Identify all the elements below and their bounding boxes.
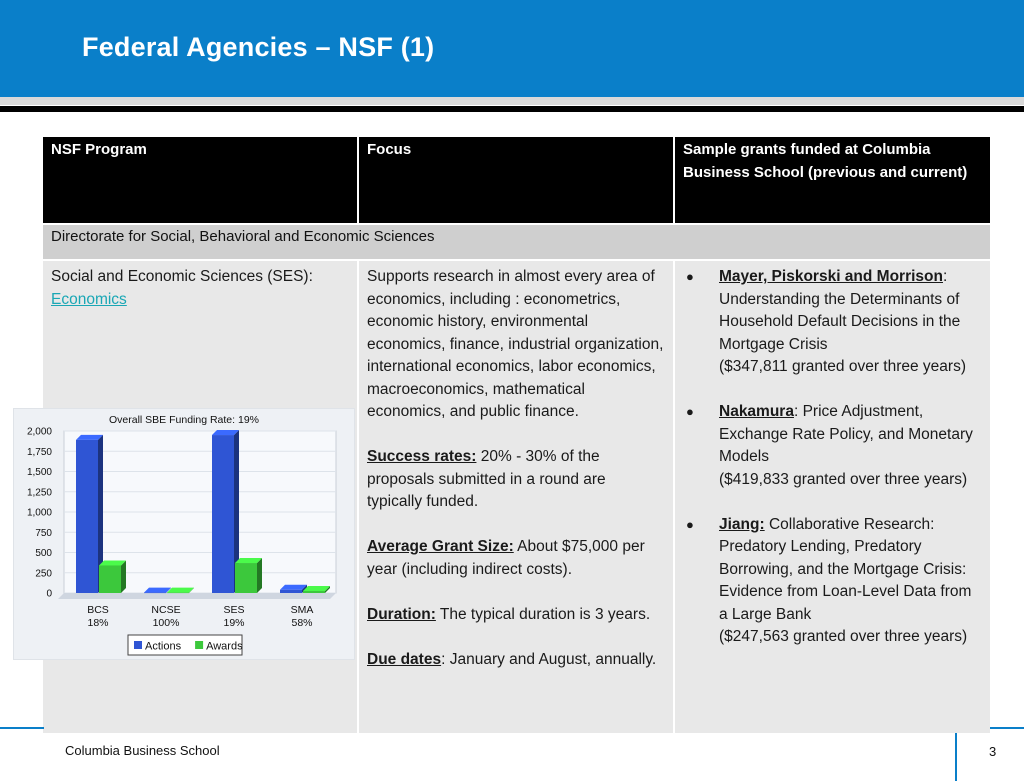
chart-floor [58, 593, 336, 599]
grant-item [683, 266, 982, 379]
grant-separator: : [942, 268, 948, 285]
bullet-icon: ● [686, 269, 694, 284]
bar-actions [212, 435, 234, 593]
success-rates-label: Success rates: [367, 448, 477, 465]
average-grant-size-label: Average Grant Size: [367, 538, 514, 555]
legend-swatch [134, 641, 142, 649]
y-tick-label: 1,750 [26, 446, 52, 458]
grant-item [683, 401, 982, 491]
grant-investigator: Mayer, Piskorski and Morrison [719, 268, 943, 285]
funding-rate-bar-chart [14, 409, 354, 659]
bar-awards [235, 563, 257, 593]
header-divider-gray [0, 97, 1024, 105]
footer-rule-right [990, 727, 1024, 729]
category-rate-label: 18% [87, 617, 109, 629]
duration-text: The typical duration is 3 years. [435, 605, 651, 623]
y-tick-label: 250 [35, 568, 52, 580]
legend-label: Awards [206, 640, 243, 653]
grant-investigator: Nakamura [719, 403, 794, 420]
bar-actions [76, 440, 98, 593]
bar-awards [303, 591, 325, 593]
footer-org: Columbia Business School [65, 743, 220, 758]
grant-amount: ($247,563 granted over three years) [719, 628, 968, 645]
due-dates-label: Due dates [367, 650, 442, 668]
duration-label: Duration: [367, 605, 436, 623]
column-header-grants: Sample grants funded at Columbia Business School (previous and current) [675, 137, 990, 223]
y-tick-label: 2,000 [26, 426, 52, 438]
bar-awards [99, 565, 121, 593]
footer-divider [955, 733, 957, 781]
slide-header [0, 0, 1024, 97]
bullet-icon: ● [686, 516, 694, 532]
footer-rule-left [0, 727, 44, 729]
y-tick-label: 1,250 [26, 487, 52, 499]
grant-description: Collaborative Research: Predatory Lending, Predatory Borrowing, and the Mortgage Crisis: Evidence from Loan-Level Data from a Large Bank [719, 515, 972, 623]
grant-description: Understanding the Determinants of Household Default Decisions in the Mortgage Crisis [719, 290, 961, 353]
category-rate-label: 19% [223, 617, 245, 629]
average-grant-size [367, 536, 665, 581]
grant-description: Price Adjustment, Exchange Rate Policy, and Monetary Models [719, 403, 973, 465]
y-tick-label: 0 [46, 588, 52, 600]
bar-awards [167, 593, 189, 594]
success-rates-text: 20% - 30% of the proposals submitted in a round are typically funded. [367, 448, 606, 510]
x-tick-label: NCSE [151, 604, 181, 616]
grant-investigator: Jiang: [719, 515, 765, 533]
slide-title: Federal Agencies – NSF (1) [82, 32, 435, 62]
bar-side [121, 560, 126, 593]
category-rate-label: 100% [152, 617, 180, 629]
y-tick-label: 1,000 [26, 507, 52, 519]
bar-side [257, 558, 262, 593]
grant-separator: : [793, 403, 799, 420]
bullet-icon: ● [686, 404, 694, 419]
focus-intro: Supports research in almost every area of economics, including : econometrics, economic history, environmental economics, finance, industrial organization, international economics, labor economics, macroeconomics, mathematical economics, and public finance. [367, 268, 664, 420]
grant-item [683, 514, 982, 649]
chart-title: Overall SBE Funding Rate: 19% [109, 414, 259, 426]
category-rate-label: 58% [291, 617, 313, 629]
x-tick-label: SMA [290, 604, 314, 616]
x-tick-label: BCS [87, 604, 109, 616]
column-header-program: NSF Program [43, 137, 357, 223]
y-tick-label: 500 [35, 548, 52, 559]
column-header-focus: Focus [359, 137, 673, 223]
program-name: Social and Economic Sciences (SES): [51, 268, 313, 285]
success-rates [367, 446, 665, 514]
economics-link[interactable]: Economics [51, 290, 127, 308]
grant-amount: ($419,833 granted over three years) [719, 470, 968, 488]
x-tick-label: SES [223, 604, 245, 616]
y-tick-label: 750 [35, 527, 52, 539]
grant-amount: ($347,811 granted over three years) [719, 358, 967, 375]
header-divider-black [0, 106, 1024, 112]
y-tick-label: 1,500 [26, 467, 52, 478]
bar-actions [144, 593, 166, 594]
due-dates-text: : January and August, annually. [441, 650, 657, 668]
legend-label: Actions [145, 640, 182, 653]
page-number: 3 [989, 744, 997, 759]
bar-actions [280, 590, 302, 593]
sbe-funding-chart [13, 408, 355, 660]
grants-cell [675, 261, 990, 733]
directorate-row: Directorate for Social, Behavioral and Economic Sciences [43, 225, 990, 259]
average-grant-size-text: About $75,000 per year (including indirect costs). [367, 538, 645, 578]
due-dates [367, 649, 665, 672]
legend-swatch [195, 641, 203, 649]
focus-cell [359, 261, 673, 733]
duration [367, 604, 665, 627]
